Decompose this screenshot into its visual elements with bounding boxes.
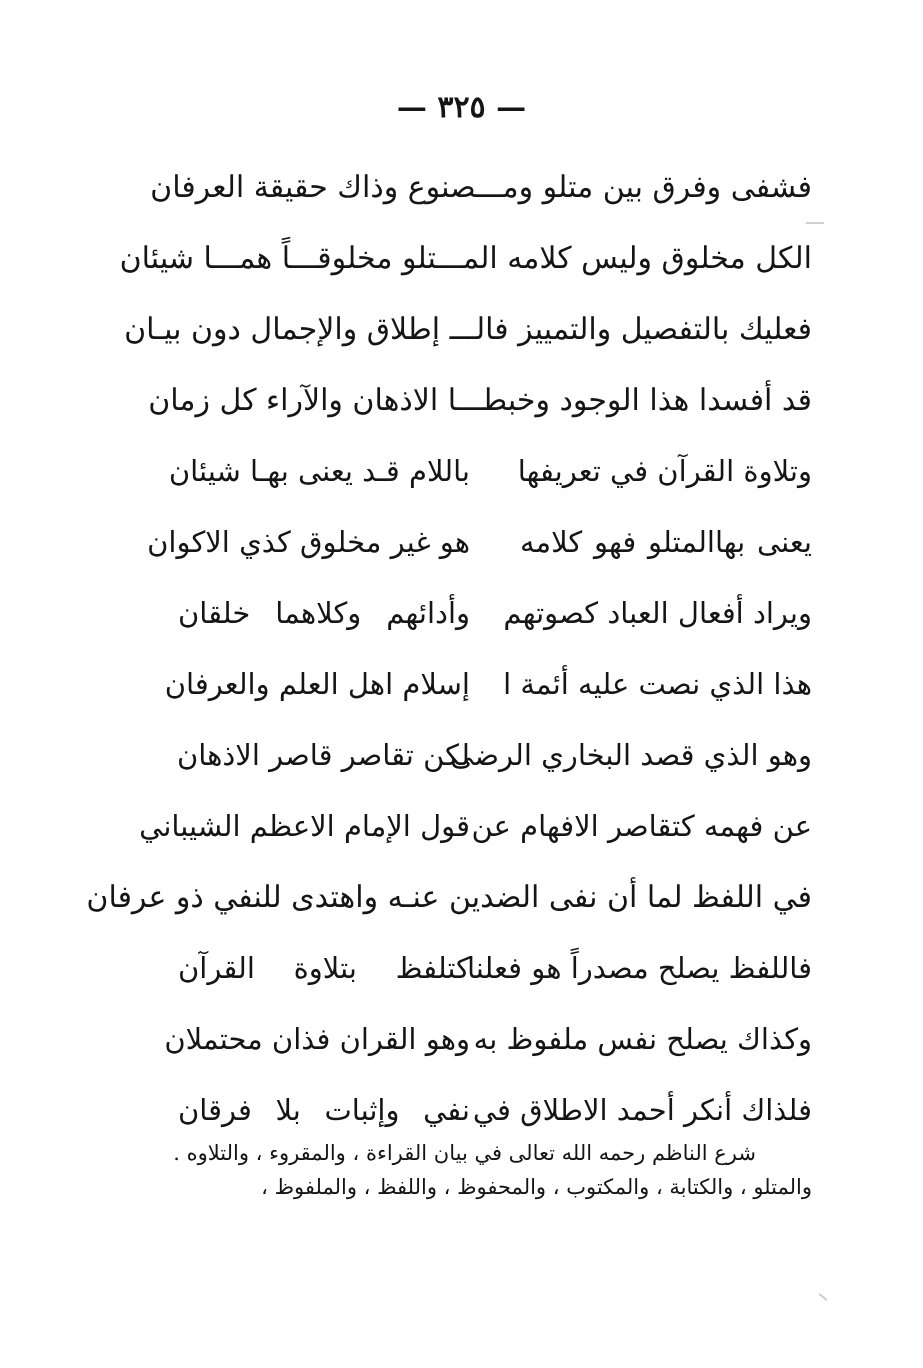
verse-text: في اللفظ لما أن نفى الضدين عنـه واهتدى للنفي ذو عرفان xyxy=(86,879,812,915)
verse-second-hemistich: لكن تقاصر قاصر الاذهان xyxy=(176,738,470,772)
verse-line xyxy=(119,223,812,294)
verse-first-hemistich: عن فهمه كتقاصر الافهام عن xyxy=(471,809,812,843)
verse-second-hemistich: كتلفظ بتلاوة القرآن xyxy=(178,951,470,985)
verse-text: فشفى وفرق بين متلو ومـــصنوع وذاك حقيقة العرفان xyxy=(150,169,812,205)
verse-text: قد أفسدا هذا الوجود وخبطـــا الاذهان والآراء كل زمان xyxy=(148,382,812,418)
verse-second-hemistich: إسلام اهل العلم والعرفان xyxy=(164,667,470,701)
footnote-line: شرع الناظم رحمه الله تعالى في بيان القراءة ، والمقروء ، والتلاوه . xyxy=(173,1141,756,1165)
page-number: — ٣٢٥ — xyxy=(396,90,527,125)
verse-first-hemistich: وتلاوة القرآن في تعريفها xyxy=(517,454,812,488)
verse-line xyxy=(139,791,812,862)
verse-line xyxy=(164,1004,812,1075)
verse-line xyxy=(178,578,812,649)
verse-second-hemistich: وهو القران فذان محتملان xyxy=(164,1022,470,1056)
verse-first-hemistich: فلذاك أنكر أحمد الاطلاق في xyxy=(472,1093,812,1127)
verse-first-hemistich: فاللفظ يصلح مصدراً هو فعلنا xyxy=(466,951,812,985)
verse-first-hemistich: وكذاك يصلح نفس ملفوظ به xyxy=(473,1022,812,1056)
verse-line xyxy=(148,365,812,436)
verse-second-hemistich: نفي وإثبات بلا فرقان xyxy=(178,1093,470,1127)
margin-mark xyxy=(806,222,824,224)
verse-line xyxy=(178,933,812,1004)
verse-line xyxy=(168,436,812,507)
verse-second-hemistich: قول الإمام الاعظم الشيباني xyxy=(139,809,470,843)
verse-first-hemistich: هذا الذي نصت عليه أئمة ا xyxy=(503,667,812,701)
verse-text: الكل مخلوق وليس كلامه المـــتلو مخلوقـــاً همـــا شيئان xyxy=(119,240,812,276)
footnote-line: والمتلو ، والكتابة ، والمكتوب ، والمحفوظ ، واللفظ ، والملفوظ ، xyxy=(261,1175,812,1199)
verse-second-hemistich: وأدائهم وكلاهما خلقان xyxy=(178,596,470,630)
verse-first-hemistich: وهو الذي قصد البخاري الرضى xyxy=(450,738,812,772)
margin-mark xyxy=(819,1293,828,1301)
verse-line xyxy=(124,294,812,365)
verse-text: فعليك بالتفصيل والتمييز فالـــ إطلاق والإجمال دون بيـان xyxy=(124,311,812,347)
verse-first-hemistich: ويراد أفعال العباد كصوتهم xyxy=(503,596,812,630)
verse-line xyxy=(164,649,812,720)
verse-line xyxy=(147,507,812,578)
verse-first-hemistich: يعنى بهاالمتلو فهو كلامه xyxy=(520,525,812,559)
footnote xyxy=(173,1136,812,1204)
verse-line xyxy=(150,152,812,223)
verse-line xyxy=(178,720,812,791)
poem-verses xyxy=(86,152,812,1146)
verse-second-hemistich: هو غير مخلوق كذي الاكوان xyxy=(147,525,470,559)
verse-line xyxy=(86,862,812,933)
verse-second-hemistich: باللام قـد يعنى بهـا شيئان xyxy=(168,454,470,488)
